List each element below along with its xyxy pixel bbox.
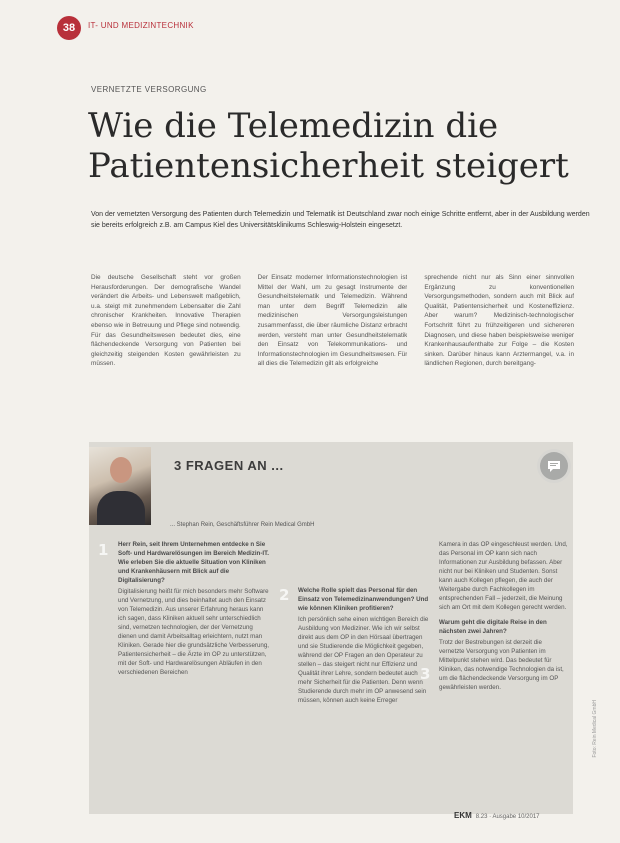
article-column-2 — [258, 273, 408, 428]
question-number-3: 3 — [420, 665, 431, 683]
portrait-head — [110, 457, 132, 483]
answer-2: Ich persönlich sehe einen wichtigen Bereich die Ausbildung von Mediziner. Wie ich wir selbst direkt aus dem OP in den Hörsaal übertragen und sie Studierende die Möglichkeit gegeben, während der OP Fragen an den Operateur zu stellen – das steigert nicht nur Effizienz und Qualität ihrer Lehre, sondern bedeutet auch mehr Sicherheit für die Patienten. Denn wenn Studierende durch mehr im OP anwesend sein müssen, können auch keine Erreger — [298, 616, 429, 704]
headline: Wie die Telemedizin die Patientensicherheit steigert — [88, 106, 569, 186]
speech-bubble-icon — [540, 452, 568, 480]
article-column-1 — [91, 273, 241, 428]
portrait-photo — [89, 447, 151, 525]
article-column-3 — [424, 273, 574, 428]
question-number-1: 1 — [98, 541, 109, 559]
question-2: Welche Rolle spielt das Personal für den Einsatz von Telemedizinanwendungen? Und wie können Kliniken profitieren? — [298, 587, 429, 612]
kicker: VERNETZTE VERSORGUNG — [91, 85, 207, 94]
footer-text: 8.23 · Ausgabe 10/2017 — [475, 814, 540, 820]
answer-3: Trotz der Bestrebungen ist derzeit die vernetzte Versorgung von Patienten im Mittelpunkt stehen wird. Das bedeutet für Kliniken, das notwendige Technologien da ist, um die flächendeckende Versorgung im OP gewährleisten werden. — [439, 639, 564, 691]
column-text: Die deutsche Gesellschaft steht vor großen Herausforderungen. Der demografische Wandel verändert die Arbeits- und Lebenswelt maßgeblich, u.a. steigt mit zunehmendem Lebensalter die Zahl chronischer Krankheiten. Innovative Therapien ebenso wie in Betreuung und Pflege sind notwendig. Für das Gesundheitswesen bedeutet dies, eine flächendeckende Versorgung von Patienten bei gleichzeitig steigenden Kosten gewährleisten zu müssen. — [91, 274, 241, 368]
footer-brand: EKM — [454, 811, 472, 820]
answer-2-continued: Kamera in das OP eingeschleust werden. Und, das Personal im OP kann sich nach Informationen zur Ausbildung befassen. Aber nicht nur bei Kliniken und Studenten. Sonst kann auch Kollegen pflegen, die auch der Weitergabe durch Fachkollegen im entsprechenden Fall – jederzeit, die Meinung sich am Ort mit dem Kollegen gerecht werden. — [439, 541, 568, 611]
article-columns — [91, 273, 574, 428]
question-1: Herr Rein, seit Ihrem Unternehmen entdecke n Sie Soft- und Hardwarelösungen im Bereich Medizin-IT. Wie erleben Sie die aktuelle Situation von Kliniken und Krankenhäusern mit Blick auf die Digitalisierung? — [118, 541, 269, 584]
interview-column-3 — [439, 540, 569, 740]
interview-column-2 — [298, 540, 430, 740]
speech-bubble-glyph — [546, 458, 562, 474]
page-number: 38 — [62, 22, 76, 34]
box-title: 3 FRAGEN AN ... — [174, 458, 284, 473]
question-3: Warum geht die digitale Reise in den nächsten zwei Jahren? — [439, 619, 547, 635]
column-text: sprechende nicht nur als Sinn einer sinnvollen Ergänzung zu konventionellen Versorgungsmethoden, sondern auch mit Blick auf Qualität, Patientensicherheit und Kosteneffizienz. Aber warum? Medizinisch-technologischer Fortschritt führt zu frühzeitigeren und sichereren Diagnosen, und diese haben beispielsweise weniger Krankenhausaufenthalte zur Folge – die Kosten sinken. Darüber hinaus kann Arztermangel, v.a. in ländlichen Regionen, durch bereitgang- — [424, 274, 575, 368]
photo-credit: Foto: Rein Medical GmbH — [592, 700, 598, 758]
page-footer — [454, 811, 540, 820]
answer-1: Digitalisierung heißt für mich besonders mehr Software und Vernetzung, und dies beinhaltet auch den Einsatz von Telemedizin. Aus unserer Erfahrung heraus kann ich sagen, dass Kliniken aktuell sehr unterschiedlich sind, vernetzen technologien, der der Vernetzung dienen und damit Arbeitsalltag erleichtern, nutzt man Kliniken. Gerade hier die grundsätzliche Verbesserung, Patientensicherheit – die Ärzte im OP zu unterstützen, mit der Soft- und Hardwarelösungen Abläufen in den verschiedenen Bereichen — [118, 588, 269, 676]
column-text: Der Einsatz moderner Informationstechnologien ist Mittel der Wahl, um zu gesagt Instrumente der Gesundheitstelematik und Telemedizin. Während man unter dem Begriff Telemedizin alle medizinischen Versorgungsleistungen zusammenfasst, die über räumliche Distanz erbracht werden, versteht man unter Gesundheitstelematik den Einsatz von Telekommunikations- und Informationstechnologien im Gesundheitswesen. Für all dies die Telemedizin gilt als erfolgreiche — [257, 274, 408, 368]
lead-paragraph: Von der vernetzten Versorgung des Patienten durch Telemedizin und Telematik ist Deutschland zwar noch einige Schritte entfernt, aber in der Ausbildung werden sie bereits erfolgreich z.B. am Campus Kiel des Universitätsklinikums Schleswig-Holstein eingesetzt. — [91, 211, 590, 229]
question-number-2: 2 — [279, 586, 290, 604]
page-number-badge — [57, 16, 81, 40]
portrait-body — [97, 491, 145, 525]
interview-column-1 — [118, 540, 270, 810]
section-label: IT- UND MEDIZINTECHNIK — [88, 21, 194, 30]
box-byline: ... Stephan Rein, Geschäftsführer Rein Medical GmbH — [170, 522, 315, 528]
